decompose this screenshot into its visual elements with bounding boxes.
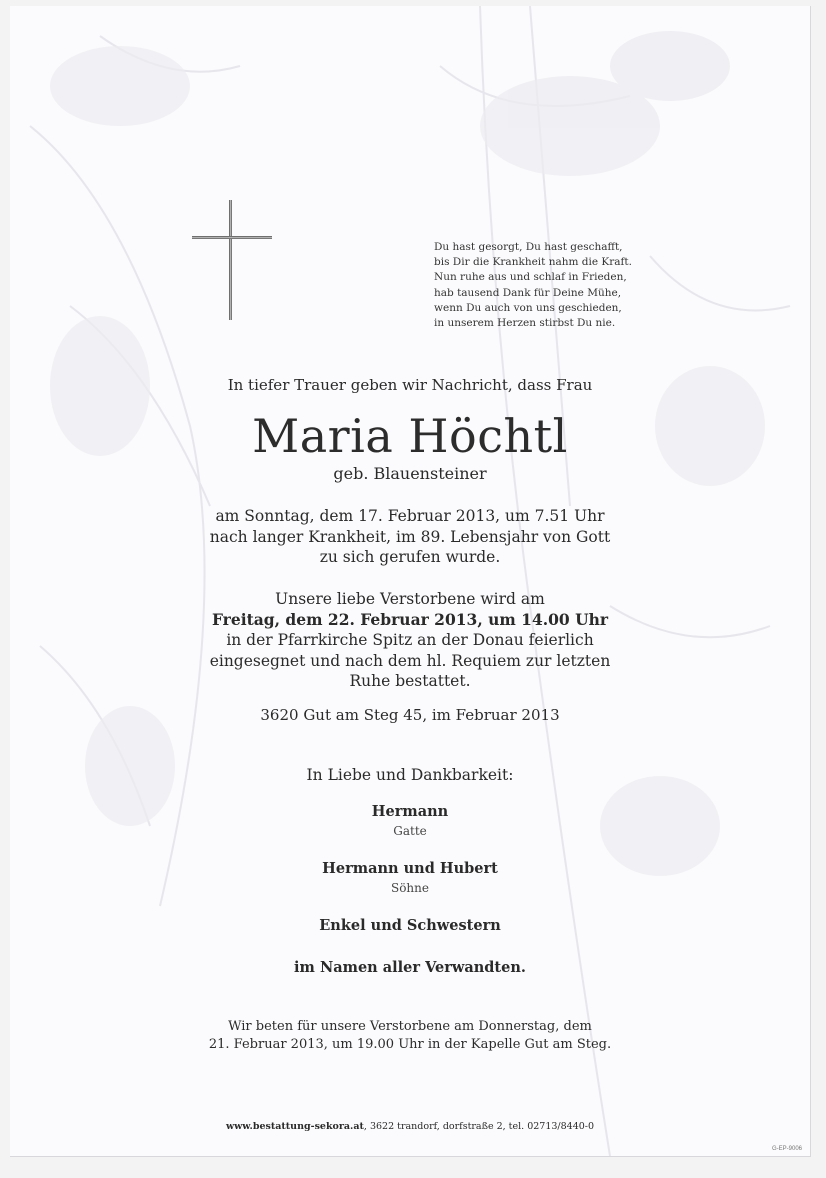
poem-line: wenn Du auch von uns geschieden, bbox=[434, 301, 622, 314]
background-tree-illustration bbox=[10, 6, 810, 1156]
deceased-name: Maria Höchtl bbox=[252, 409, 568, 463]
address-date: 3620 Gut am Steg 45, im Februar 2013 bbox=[260, 706, 560, 724]
funeral-date: Freitag, dem 22. Februar 2013, um 14.00 Uhr bbox=[211, 609, 609, 629]
mourner-name: im Namen aller Verwandten. bbox=[294, 959, 526, 976]
prayer-line: Wir beten für unsere Verstorbene am Donnerstag, dem bbox=[228, 1019, 592, 1034]
death-notice-line: nach langer Krankheit, im 89. Lebensjahr von Gott bbox=[209, 527, 611, 546]
prayer-line: 21. Februar 2013, um 19.00 Uhr in der Kapelle Gut am Steg. bbox=[208, 1037, 612, 1052]
poem-line: bis Dir die Krankheit nahm die Kraft. bbox=[434, 256, 632, 269]
thanks-heading: In Liebe und Dankbarkeit: bbox=[306, 766, 514, 784]
poem-line: Du hast gesorgt, Du hast geschafft, bbox=[434, 241, 623, 253]
mourner-relation: Gatte bbox=[393, 824, 427, 838]
mourner-name: Hermann und Hubert bbox=[322, 860, 498, 877]
mourner-name: Hermann bbox=[371, 803, 449, 820]
mourner-relation: Söhne bbox=[390, 881, 429, 895]
funeral-line: Unsere liebe Verstorbene wird am bbox=[275, 590, 545, 608]
footer-contact bbox=[10, 1121, 810, 1132]
footer-address: , 3622 trandorf, dorfstraße 2, tel. 02713/8440-0 bbox=[363, 1121, 595, 1132]
poem-line: Nun ruhe aus und schlaf in Frieden, bbox=[434, 271, 627, 284]
death-notice-line: zu sich gerufen wurde. bbox=[319, 548, 501, 566]
funeral-line: Ruhe bestattet. bbox=[349, 672, 471, 690]
funeral-line: in der Pfarrkirche Spitz an der Donau feierlich bbox=[226, 631, 594, 649]
poem-line: in unserem Herzen stirbst Du nie. bbox=[434, 317, 616, 330]
cross-icon bbox=[191, 198, 273, 322]
funeral-notice bbox=[10, 589, 810, 692]
death-notice bbox=[10, 506, 810, 568]
maiden-name: geb. Blauensteiner bbox=[333, 464, 487, 483]
funeral-line: eingesegnet und nach dem hl. Requiem zur letzten bbox=[209, 651, 611, 670]
intro-text: In tiefer Trauer geben wir Nachricht, dass Frau bbox=[227, 376, 593, 394]
poem-line: hab tausend Dank für Deine Mühe, bbox=[434, 286, 622, 299]
footer-url[interactable]: www.bestattung-sekora.at bbox=[225, 1121, 364, 1132]
poem bbox=[434, 240, 632, 331]
death-notice-line: am Sonntag, dem 17. Februar 2013, um 7.51 Uhr bbox=[215, 507, 605, 525]
mourner-name: Enkel und Schwestern bbox=[319, 917, 501, 934]
prayer-notice bbox=[10, 1018, 810, 1054]
document-code: G-EP-9006 bbox=[771, 1146, 802, 1152]
obituary-page bbox=[10, 6, 811, 1157]
